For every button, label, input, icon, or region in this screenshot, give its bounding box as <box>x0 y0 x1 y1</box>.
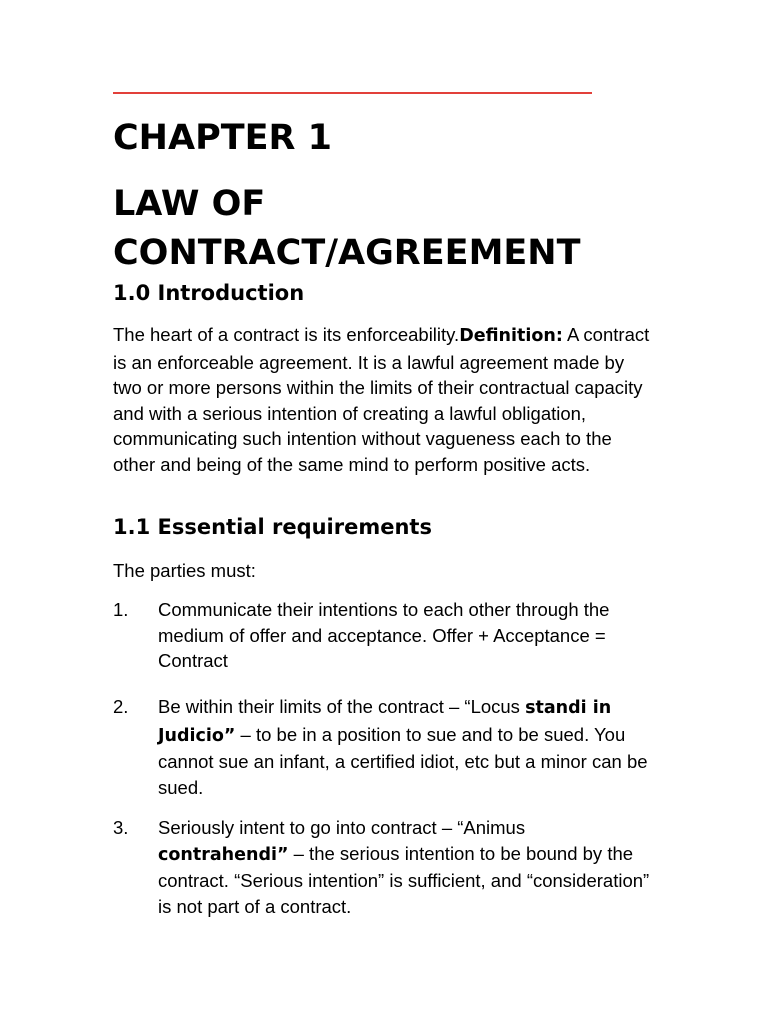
list-item-text: Communicate their intentions to each other through the medium of offer and acceptance. Offer + Acceptance = Contract <box>158 599 610 671</box>
list-item-text-after: – the serious intention to be bound by the contract. “Serious intention” is sufficient, and “consideration” is not part of a contract. <box>158 842 650 917</box>
definition-text: A contract is an enforceable agreement. It is a lawful agreement made by two or more persons within the limits of their contractual capacity and with a serious intention of creating a lawful obligation, communicating such intention without vagueness each to the other and being of the same mind to perform positive acts. <box>113 324 650 475</box>
list-item-text-before: Be within their limits of the contract – “Locus <box>158 696 526 717</box>
requirements-intro: The parties must: <box>113 560 256 581</box>
legal-term: contrahendi” <box>158 844 289 865</box>
introduction-lead: The heart of a contract is its enforceability. <box>113 324 460 345</box>
list-item-number: 1. <box>113 599 129 620</box>
introduction-paragraph <box>113 322 658 477</box>
requirements-heading: 1.1 Essential requirements <box>113 515 432 539</box>
header-rule <box>113 92 592 94</box>
list-item-text <box>158 815 658 919</box>
chapter-title-line-2: CONTRACT/AGREEMENT <box>113 233 581 273</box>
legal-term: standi in Judicio” <box>158 698 612 746</box>
list-item-text-before: Seriously intent to go into contract – “Animus <box>158 817 526 838</box>
chapter-title-line-1: LAW OF <box>113 184 266 224</box>
chapter-label: CHAPTER 1 <box>113 118 332 158</box>
introduction-heading: 1.0 Introduction <box>113 281 305 305</box>
chapter-title <box>113 180 580 278</box>
list-item-text-after: – to be in a position to sue and to be sued. You cannot sue an infant, a certified idiot, etc but a minor can be sued. <box>158 723 648 798</box>
list-item-number: 2. <box>113 696 129 717</box>
list-item-number: 3. <box>113 817 129 838</box>
list-item-text <box>158 694 658 800</box>
definition-label: Definition: <box>459 326 563 346</box>
